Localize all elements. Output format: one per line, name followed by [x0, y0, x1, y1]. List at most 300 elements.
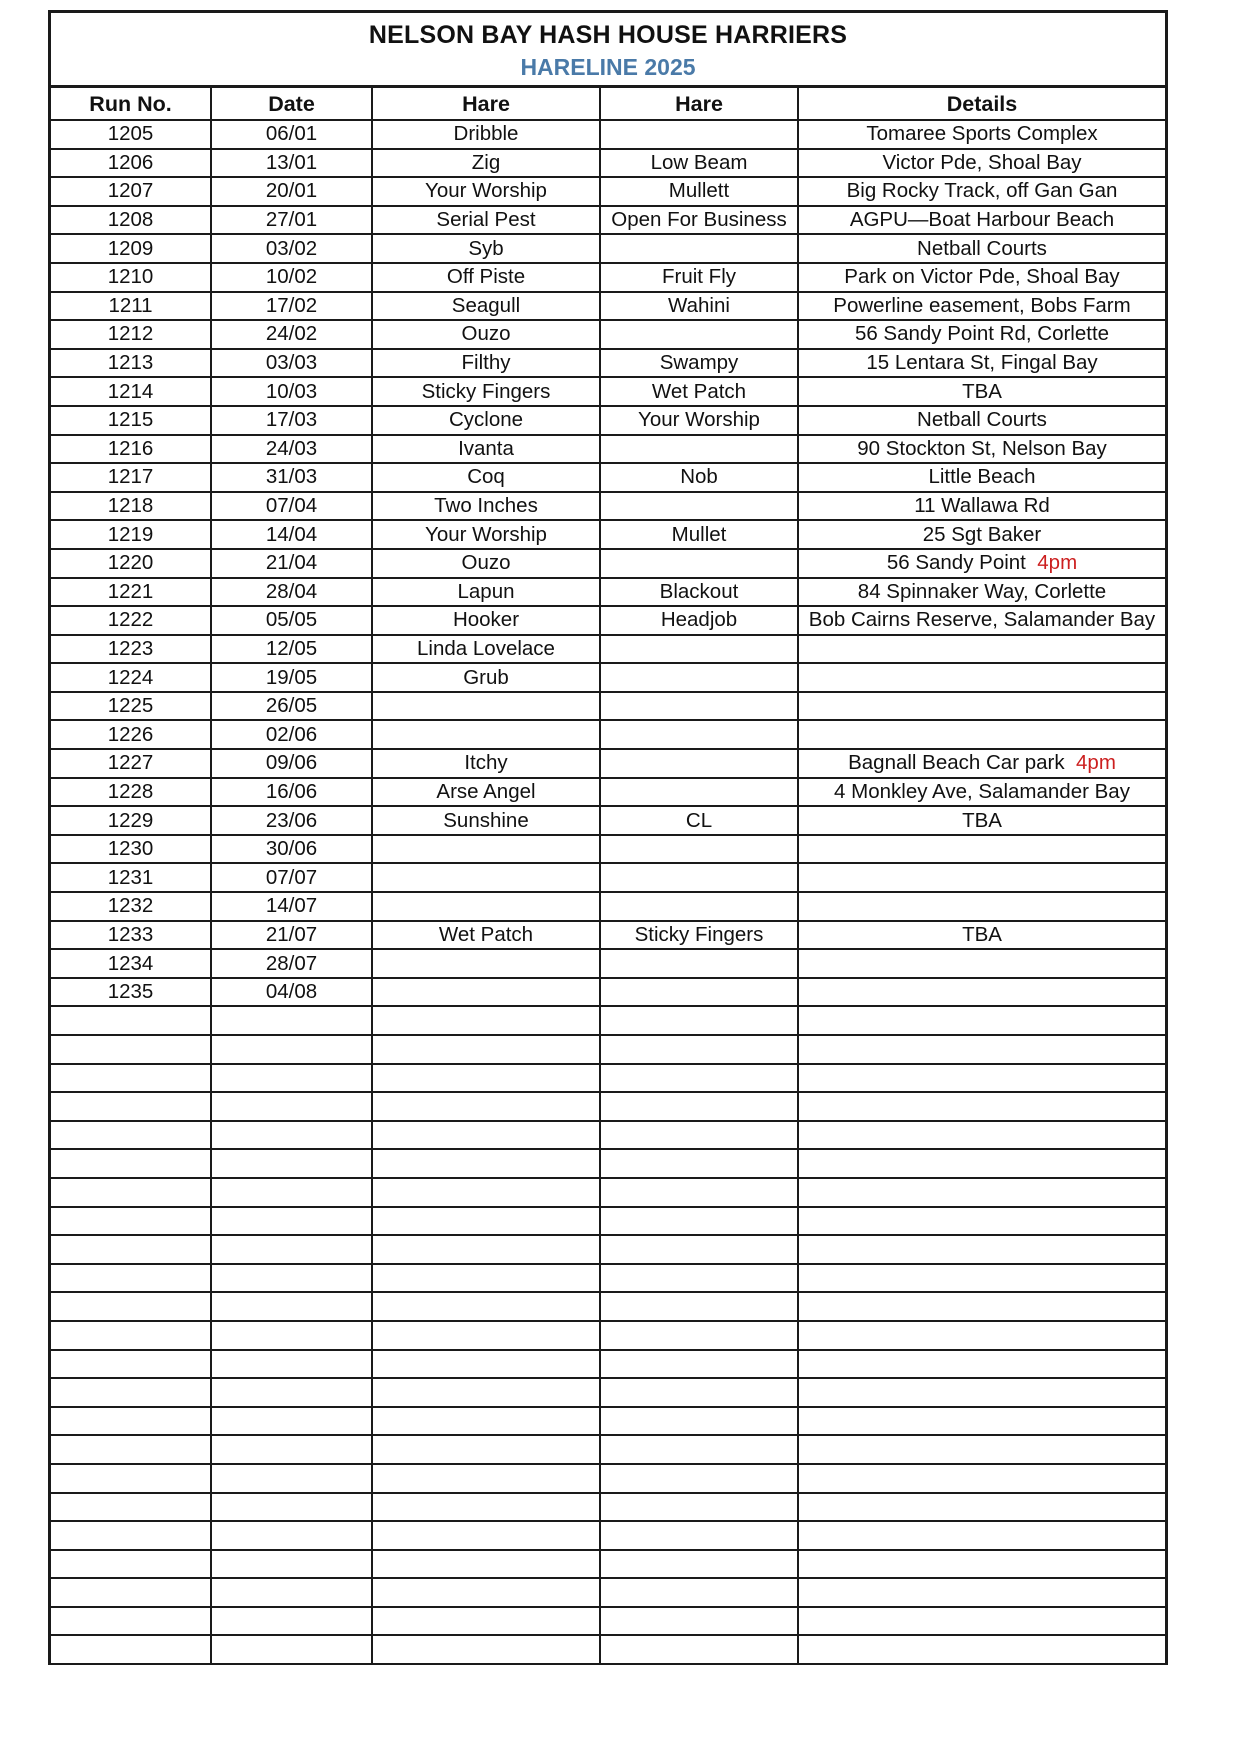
date-cell: 23/06	[211, 806, 372, 835]
second-hare-cell: Sticky Fingers	[600, 921, 798, 950]
details-cell	[798, 406, 1165, 435]
date-cell: 26/05	[211, 692, 372, 721]
empty-cell	[798, 1092, 1165, 1121]
details-text: Bob Cairns Reserve, Salamander Bay	[808, 608, 1156, 632]
empty-cell	[211, 1035, 372, 1064]
details-text: TBA	[962, 922, 1002, 946]
hare-cell: Linda Lovelace	[372, 635, 600, 664]
details-cell	[798, 463, 1165, 492]
hare-cell: Cyclone	[372, 406, 600, 435]
date-cell: 17/02	[211, 292, 372, 321]
second-hare-cell: Wahini	[600, 292, 798, 321]
empty-cell	[51, 1035, 211, 1064]
empty-cell	[600, 1407, 798, 1436]
table-row	[51, 377, 1165, 406]
hare-cell: Lapun	[372, 578, 600, 607]
empty-cell	[798, 1064, 1165, 1093]
second-hare-cell	[600, 892, 798, 921]
empty-row	[51, 1350, 1165, 1379]
run-number-cell: 1233	[51, 921, 211, 950]
table-row	[51, 149, 1165, 178]
empty-cell	[600, 1635, 798, 1664]
empty-cell	[600, 1578, 798, 1607]
details-cell	[798, 435, 1165, 464]
details-text: TBA	[962, 808, 1002, 832]
run-number-cell: 1214	[51, 377, 211, 406]
hare-cell: Sunshine	[372, 806, 600, 835]
details-cell	[798, 292, 1165, 321]
empty-cell	[798, 1378, 1165, 1407]
hare-cell: Your Worship	[372, 520, 600, 549]
date-cell: 13/01	[211, 149, 372, 178]
hare-cell: Coq	[372, 463, 600, 492]
second-hare-cell	[600, 863, 798, 892]
details-cell	[798, 206, 1165, 235]
empty-cell	[51, 1635, 211, 1664]
details-text: 11 Wallawa Rd	[914, 494, 1050, 518]
empty-cell	[798, 1121, 1165, 1150]
run-number-cell: 1222	[51, 606, 211, 635]
empty-cell	[600, 1264, 798, 1293]
details-text: 15 Lentara St, Fingal Bay	[866, 351, 1098, 375]
empty-row	[51, 1435, 1165, 1464]
empty-cell	[211, 1407, 372, 1436]
empty-cell	[51, 1006, 211, 1035]
empty-cell	[211, 1578, 372, 1607]
details-cell	[798, 635, 1165, 664]
run-number-cell: 1211	[51, 292, 211, 321]
run-number-cell: 1227	[51, 749, 211, 778]
second-hare-cell: Mullet	[600, 520, 798, 549]
empty-row	[51, 1035, 1165, 1064]
empty-cell	[600, 1550, 798, 1579]
empty-cell	[600, 1521, 798, 1550]
run-number-cell: 1219	[51, 520, 211, 549]
page-title: NELSON BAY HASH HOUSE HARRIERS	[368, 21, 848, 49]
table-row	[51, 463, 1165, 492]
second-hare-cell	[600, 549, 798, 578]
details-cell	[798, 720, 1165, 749]
date-cell: 12/05	[211, 635, 372, 664]
empty-cell	[798, 1035, 1165, 1064]
empty-row	[51, 1006, 1165, 1035]
run-number-cell: 1220	[51, 549, 211, 578]
date-cell: 21/04	[211, 549, 372, 578]
details-text: Victor Pde, Shoal Bay	[882, 150, 1082, 174]
table-row	[51, 492, 1165, 521]
empty-cell	[51, 1321, 211, 1350]
empty-cell	[600, 1178, 798, 1207]
table-row	[51, 606, 1165, 635]
empty-cell	[600, 1350, 798, 1379]
empty-cell	[211, 1006, 372, 1035]
table-row	[51, 206, 1165, 235]
empty-cell	[600, 1321, 798, 1350]
empty-cell	[211, 1435, 372, 1464]
details-cell	[798, 949, 1165, 978]
details-text: AGPU—Boat Harbour Beach	[849, 208, 1115, 232]
details-text: 56 Sandy Point	[886, 551, 1026, 575]
empty-row	[51, 1578, 1165, 1607]
empty-row	[51, 1121, 1165, 1150]
empty-cell	[51, 1235, 211, 1264]
empty-cell	[211, 1607, 372, 1636]
empty-cell	[600, 1435, 798, 1464]
empty-cell	[372, 1407, 600, 1436]
empty-cell	[798, 1435, 1165, 1464]
empty-cell	[600, 1064, 798, 1093]
empty-row	[51, 1321, 1165, 1350]
empty-cell	[51, 1149, 211, 1178]
table-row	[51, 921, 1165, 950]
empty-cell	[798, 1149, 1165, 1178]
details-cell	[798, 749, 1165, 778]
empty-row	[51, 1407, 1165, 1436]
empty-cell	[372, 1635, 600, 1664]
date-cell: 24/02	[211, 320, 372, 349]
details-cell	[798, 349, 1165, 378]
empty-cell	[798, 1521, 1165, 1550]
date-cell: 03/02	[211, 234, 372, 263]
empty-cell	[51, 1064, 211, 1093]
empty-cell	[211, 1464, 372, 1493]
hare-cell: Ouzo	[372, 320, 600, 349]
hare-cell: Filthy	[372, 349, 600, 378]
table-row	[51, 663, 1165, 692]
empty-cell	[798, 1006, 1165, 1035]
run-number-cell: 1221	[51, 578, 211, 607]
empty-cell	[798, 1207, 1165, 1236]
table-row	[51, 549, 1165, 578]
empty-row	[51, 1235, 1165, 1264]
empty-cell	[798, 1635, 1165, 1664]
hare-cell: Your Worship	[372, 177, 600, 206]
empty-cell	[372, 1521, 600, 1550]
empty-cell	[600, 1493, 798, 1522]
empty-cell	[600, 1006, 798, 1035]
date-cell: 19/05	[211, 663, 372, 692]
empty-cell	[372, 1350, 600, 1379]
table-row	[51, 978, 1165, 1007]
table-row	[51, 692, 1165, 721]
empty-cell	[798, 1578, 1165, 1607]
run-number-cell: 1235	[51, 978, 211, 1007]
empty-cell	[211, 1378, 372, 1407]
details-cell	[798, 578, 1165, 607]
empty-cell	[372, 1064, 600, 1093]
second-hare-cell	[600, 749, 798, 778]
table-row	[51, 292, 1165, 321]
table-row	[51, 635, 1165, 664]
table-row	[51, 120, 1165, 149]
table-row	[51, 234, 1165, 263]
second-hare-cell: Blackout	[600, 578, 798, 607]
empty-cell	[798, 1264, 1165, 1293]
run-number-cell: 1230	[51, 835, 211, 864]
table-row	[51, 435, 1165, 464]
details-cell	[798, 549, 1165, 578]
second-hare-cell	[600, 663, 798, 692]
details-cell	[798, 492, 1165, 521]
details-cell	[798, 234, 1165, 263]
date-cell: 05/05	[211, 606, 372, 635]
second-hare-cell	[600, 320, 798, 349]
hare-cell: Itchy	[372, 749, 600, 778]
empty-row	[51, 1178, 1165, 1207]
date-cell: 17/03	[211, 406, 372, 435]
details-text: Powerline easement, Bobs Farm	[833, 293, 1131, 317]
run-number-cell: 1229	[51, 806, 211, 835]
empty-cell	[372, 1006, 600, 1035]
table-row	[51, 720, 1165, 749]
date-cell: 06/01	[211, 120, 372, 149]
details-cell	[798, 663, 1165, 692]
run-number-cell: 1216	[51, 435, 211, 464]
run-number-cell: 1205	[51, 120, 211, 149]
hare-cell	[372, 949, 600, 978]
empty-row	[51, 1635, 1165, 1664]
date-cell: 21/07	[211, 921, 372, 950]
empty-cell	[51, 1550, 211, 1579]
details-text: TBA	[962, 379, 1002, 403]
empty-cell	[798, 1607, 1165, 1636]
empty-cell	[211, 1292, 372, 1321]
empty-cell	[51, 1264, 211, 1293]
title-block	[51, 13, 1165, 88]
empty-cell	[211, 1264, 372, 1293]
details-cell	[798, 177, 1165, 206]
table-row	[51, 349, 1165, 378]
empty-row	[51, 1464, 1165, 1493]
details-cell	[798, 863, 1165, 892]
run-number-cell: 1223	[51, 635, 211, 664]
date-cell: 03/03	[211, 349, 372, 378]
details-cell	[798, 320, 1165, 349]
empty-cell	[600, 1149, 798, 1178]
hare-cell: Sticky Fingers	[372, 377, 600, 406]
hare-cell	[372, 835, 600, 864]
details-text: Little Beach	[928, 465, 1036, 489]
empty-cell	[51, 1607, 211, 1636]
empty-cell	[372, 1121, 600, 1150]
empty-row	[51, 1378, 1165, 1407]
date-cell: 10/03	[211, 377, 372, 406]
details-cell	[798, 978, 1165, 1007]
details-text: Netball Courts	[917, 236, 1047, 260]
empty-cell	[211, 1092, 372, 1121]
empty-cell	[372, 1149, 600, 1178]
run-number-cell: 1210	[51, 263, 211, 292]
empty-cell	[798, 1493, 1165, 1522]
empty-row	[51, 1064, 1165, 1093]
empty-row	[51, 1550, 1165, 1579]
empty-row	[51, 1292, 1165, 1321]
hare-cell: Ouzo	[372, 549, 600, 578]
date-cell: 07/04	[211, 492, 372, 521]
details-cell	[798, 692, 1165, 721]
details-text: Tomaree Sports Complex	[866, 122, 1098, 146]
second-hare-cell: Mullett	[600, 177, 798, 206]
run-number-cell: 1208	[51, 206, 211, 235]
empty-row	[51, 1607, 1165, 1636]
details-cell	[798, 921, 1165, 950]
second-hare-cell: Wet Patch	[600, 377, 798, 406]
second-hare-cell	[600, 120, 798, 149]
empty-cell	[211, 1493, 372, 1522]
date-cell: 02/06	[211, 720, 372, 749]
table-row	[51, 578, 1165, 607]
col-header-hare-2: Hare	[600, 88, 798, 120]
empty-cell	[600, 1092, 798, 1121]
hare-cell	[372, 720, 600, 749]
table-row	[51, 806, 1165, 835]
empty-cell	[372, 1178, 600, 1207]
table-row	[51, 263, 1165, 292]
hare-cell: Two Inches	[372, 492, 600, 521]
second-hare-cell: Open For Business	[600, 206, 798, 235]
empty-cell	[211, 1064, 372, 1093]
run-number-cell: 1206	[51, 149, 211, 178]
hare-cell: Wet Patch	[372, 921, 600, 950]
hare-cell: Arse Angel	[372, 778, 600, 807]
second-hare-cell	[600, 978, 798, 1007]
empty-cell	[51, 1092, 211, 1121]
date-cell: 30/06	[211, 835, 372, 864]
date-cell: 28/07	[211, 949, 372, 978]
empty-cell	[372, 1435, 600, 1464]
second-hare-cell: CL	[600, 806, 798, 835]
empty-cell	[600, 1464, 798, 1493]
date-cell: 27/01	[211, 206, 372, 235]
hare-cell: Serial Pest	[372, 206, 600, 235]
run-number-cell: 1212	[51, 320, 211, 349]
empty-cell	[211, 1178, 372, 1207]
empty-cell	[372, 1092, 600, 1121]
empty-cell	[51, 1207, 211, 1236]
empty-cell	[600, 1607, 798, 1636]
hare-cell: Ivanta	[372, 435, 600, 464]
hareline-table	[51, 88, 1165, 1665]
details-cell	[798, 149, 1165, 178]
date-cell: 14/07	[211, 892, 372, 921]
empty-cell	[211, 1350, 372, 1379]
details-text: Park on Victor Pde, Shoal Bay	[844, 265, 1120, 289]
empty-cell	[372, 1464, 600, 1493]
table-row	[51, 835, 1165, 864]
details-text: 56 Sandy Point Rd, Corlette	[854, 322, 1110, 346]
col-header-date: Date	[211, 88, 372, 120]
empty-cell	[372, 1378, 600, 1407]
date-cell: 09/06	[211, 749, 372, 778]
empty-cell	[372, 1493, 600, 1522]
empty-cell	[211, 1121, 372, 1150]
date-cell: 28/04	[211, 578, 372, 607]
empty-cell	[798, 1321, 1165, 1350]
hareline-sheet	[48, 10, 1168, 1665]
hare-cell: Seagull	[372, 292, 600, 321]
second-hare-cell	[600, 234, 798, 263]
details-text: Big Rocky Track, off Gan Gan	[846, 179, 1118, 203]
date-cell: 16/06	[211, 778, 372, 807]
second-hare-cell	[600, 635, 798, 664]
empty-cell	[211, 1321, 372, 1350]
table-row	[51, 863, 1165, 892]
second-hare-cell	[600, 720, 798, 749]
empty-cell	[372, 1035, 600, 1064]
table-row	[51, 520, 1165, 549]
date-cell: 04/08	[211, 978, 372, 1007]
run-number-cell: 1231	[51, 863, 211, 892]
empty-cell	[600, 1292, 798, 1321]
table-row	[51, 778, 1165, 807]
second-hare-cell: Swampy	[600, 349, 798, 378]
details-cell	[798, 377, 1165, 406]
table-row	[51, 892, 1165, 921]
second-hare-cell: Headjob	[600, 606, 798, 635]
details-cell	[798, 806, 1165, 835]
details-text: 25 Sgt Baker	[922, 522, 1042, 546]
details-cell	[798, 120, 1165, 149]
table-row	[51, 177, 1165, 206]
second-hare-cell: Your Worship	[600, 406, 798, 435]
run-number-cell: 1225	[51, 692, 211, 721]
empty-cell	[211, 1635, 372, 1664]
empty-cell	[51, 1292, 211, 1321]
hare-cell: Dribble	[372, 120, 600, 149]
empty-cell	[211, 1521, 372, 1550]
empty-cell	[51, 1178, 211, 1207]
details-cell	[798, 263, 1165, 292]
empty-cell	[372, 1235, 600, 1264]
details-text: 90 Stockton St, Nelson Bay	[857, 436, 1107, 460]
col-header-run: Run No.	[51, 88, 211, 120]
second-hare-cell	[600, 435, 798, 464]
second-hare-cell	[600, 949, 798, 978]
hare-cell	[372, 892, 600, 921]
run-number-cell: 1232	[51, 892, 211, 921]
empty-cell	[798, 1178, 1165, 1207]
empty-cell	[51, 1350, 211, 1379]
date-cell: 20/01	[211, 177, 372, 206]
empty-cell	[372, 1607, 600, 1636]
empty-cell	[798, 1407, 1165, 1436]
second-hare-cell	[600, 492, 798, 521]
details-cell	[798, 778, 1165, 807]
date-cell: 10/02	[211, 263, 372, 292]
hare-cell: Off Piste	[372, 263, 600, 292]
hare-cell: Grub	[372, 663, 600, 692]
run-number-cell: 1226	[51, 720, 211, 749]
table-row	[51, 949, 1165, 978]
second-hare-cell: Fruit Fly	[600, 263, 798, 292]
empty-cell	[51, 1521, 211, 1550]
second-hare-cell: Nob	[600, 463, 798, 492]
empty-cell	[600, 1035, 798, 1064]
time-note: 4pm	[1037, 551, 1078, 575]
details-text: 84 Spinnaker Way, Corlette	[857, 579, 1107, 603]
details-cell	[798, 835, 1165, 864]
run-number-cell: 1215	[51, 406, 211, 435]
run-number-cell: 1228	[51, 778, 211, 807]
run-number-cell: 1207	[51, 177, 211, 206]
empty-cell	[798, 1350, 1165, 1379]
table-body	[51, 120, 1165, 1664]
hare-cell	[372, 692, 600, 721]
run-number-cell: 1218	[51, 492, 211, 521]
hare-cell	[372, 863, 600, 892]
hare-cell	[372, 978, 600, 1007]
second-hare-cell: Low Beam	[600, 149, 798, 178]
